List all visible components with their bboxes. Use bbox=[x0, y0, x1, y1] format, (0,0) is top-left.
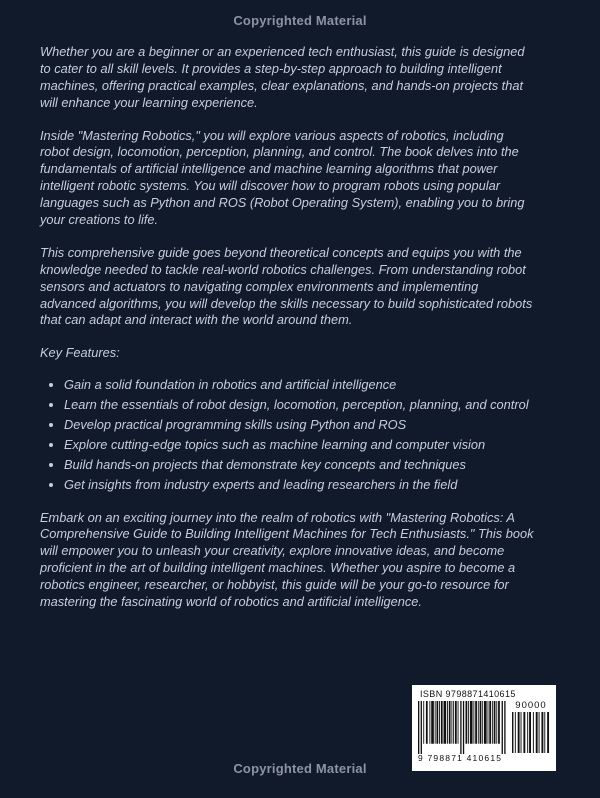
supplemental-code: 90000 bbox=[515, 700, 547, 711]
paragraph-intro: Whether you are a beginner or an experienced tech enthusiast, this guide is designed to cater to all skill levels. It provides a step-by-step approach to building intelligent machines, offering practical examples, clear explanations, and hands-on projects that will enhance your learning experience. bbox=[40, 44, 525, 110]
ean-digits: 9 798871 410615 bbox=[418, 753, 503, 763]
barcode-panel bbox=[412, 685, 556, 771]
supplemental-barcode-icon bbox=[512, 712, 550, 753]
key-feature-item: • Build hands-on projects that demonstrate key concepts and techniques bbox=[64, 457, 536, 474]
paragraph-skills: This comprehensive guide goes beyond theoretical concepts and equips you with the knowledge needed to tackle real-world robotics challenges. From understanding robot sensors and actuators to navigating complex environments and implementing advanced algorithms, you will develop the skills necessary to build sophisticated robots that can adapt and interact with the world around them. bbox=[40, 244, 533, 328]
isbn-label: ISBN 9798871410615 bbox=[420, 689, 516, 699]
ean-barcode-icon bbox=[418, 701, 506, 754]
key-feature-item: • Explore cutting-edge topics such as machine learning and computer vision bbox=[64, 437, 536, 454]
copyright-banner-top: Copyrighted Material bbox=[233, 13, 367, 28]
ean-barcode-column bbox=[418, 701, 506, 763]
paragraph-closing: Embark on an exciting journey into the realm of robotics with "Mastering Robotics: A Comprehensive Guide to Building Intelligent Machines for Tech Enthusiasts." This book will empower you to unleash your creativity, explore innovative ideas, and become proficient in the art of building intelligent machines. Whether you aspire to become a robotics engineer, researcher, or hobbyist, this guide will be your go-to resource for mastering the fascinating world of robotics and artificial intelligence. bbox=[40, 509, 534, 610]
paragraph-overview: Inside "Mastering Robotics," you will explore various aspects of robotics, including robot design, locomotion, perception, planning, and control. The book delves into the fundamentals of artificial intelligence and machine learning algorithms that power intelligent robotic systems. You will discover how to program robots using popular languages such as Python and ROS (Robot Operating System), enabling you to bring your creations to life. bbox=[40, 127, 525, 228]
supplemental-barcode-column bbox=[512, 701, 550, 753]
key-features-list bbox=[40, 377, 536, 493]
barcode-bars-row bbox=[418, 701, 550, 763]
copyright-banner-bottom: Copyrighted Material bbox=[233, 761, 367, 776]
key-feature-item: • Develop practical programming skills using Python and ROS bbox=[64, 417, 536, 434]
key-feature-item: • Gain a solid foundation in robotics and artificial intelligence bbox=[64, 377, 536, 394]
key-feature-item: • Get insights from industry experts and leading researchers in the field bbox=[64, 477, 536, 494]
key-feature-item: • Learn the essentials of robot design, locomotion, perception, planning, and control bbox=[64, 397, 536, 414]
back-cover-text bbox=[40, 44, 536, 611]
key-features-heading: Key Features: bbox=[40, 345, 120, 361]
